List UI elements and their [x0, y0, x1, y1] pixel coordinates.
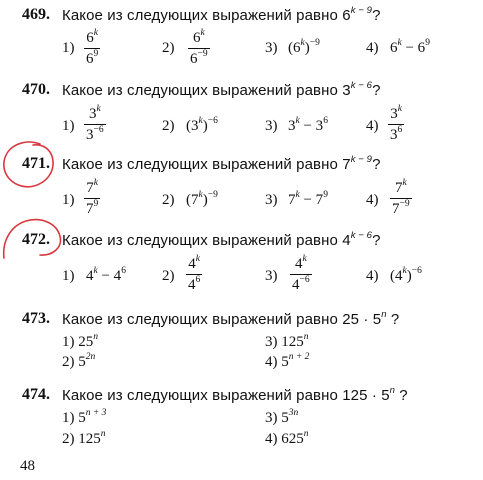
problem-number: 470.: [22, 81, 50, 98]
problem-number: 469.: [22, 6, 50, 23]
question-text: Какое из следующих выражений равно $6^{k - 9}$?: [62, 5, 381, 24]
option-label: 2): [162, 192, 175, 208]
option-item: 2) $5^{2n}$: [62, 352, 96, 370]
option-label: 4): [366, 118, 379, 134]
option-fraction: 4$^k$ $4^{-6}$: [292, 254, 310, 293]
handwritten-circle-mark: [0, 136, 62, 196]
option-label: 1): [62, 40, 75, 56]
option-label: 1): [62, 268, 75, 284]
question-text: Какое из следующих выражений равно $3^{k - 6}$?: [62, 80, 381, 99]
option-item: 3) $5^{3n}$: [265, 408, 299, 426]
option-expression: $(3^k)^{-6}$: [186, 116, 218, 134]
option-fraction: 7$^k$ $7^{-9}$: [392, 178, 410, 217]
option-fraction: 6$^k$ $6^9$: [86, 28, 99, 67]
option-label: 1): [62, 118, 75, 134]
option-item: 2) 125$^n$: [62, 429, 106, 447]
option-fraction: 3$^k$ $3^6$: [390, 104, 403, 143]
problem-number: 471.: [22, 155, 50, 172]
option-expression: $(7^k)^{-9}$: [186, 190, 218, 208]
option-item: 4) $5^{n + 2}$: [265, 352, 310, 370]
option-fraction: 3$^k$ $3^{-6}$: [86, 104, 104, 143]
option-item: 4) 625$^n$: [265, 429, 309, 447]
page-number: 48: [20, 458, 35, 474]
option-label: 4): [366, 268, 379, 284]
problem-number: 474.: [22, 386, 50, 403]
problem-number: 473.: [22, 310, 50, 327]
option-label: 2): [162, 118, 175, 134]
problem-number: 472.: [22, 231, 50, 248]
option-item: 3) 125$^n$: [265, 332, 309, 350]
option-label: 1): [62, 192, 75, 208]
option-item: 1) $5^{n + 3}$: [62, 408, 107, 426]
option-label: 3): [265, 268, 278, 284]
option-expression: $(6^k)^{-9}$: [288, 38, 320, 56]
option-label: 2): [162, 40, 175, 56]
option-label: 4): [366, 192, 379, 208]
option-expression: $3^k - 3^6$: [288, 116, 328, 134]
option-label: 3): [265, 192, 278, 208]
option-item: 1) 25$^n$: [62, 332, 98, 350]
option-expression: $6^k - 6^9$: [390, 38, 430, 56]
question-text: Какое из следующих выражений равно $4^{k - 6}$?: [62, 230, 381, 249]
question-text: Какое из следующих выражений равно $25 \cdot 5^n$ ?: [62, 309, 400, 328]
question-text: Какое из следующих выражений равно $7^{k - 9}$?: [62, 154, 381, 173]
option-label: 2): [162, 268, 175, 284]
option-fraction: 7$^k$ $7^9$: [86, 178, 99, 217]
option-label: 3): [265, 118, 278, 134]
option-fraction: 6$^k$ $6^{-9}$: [190, 28, 208, 67]
option-expression: $7^k - 7^9$: [288, 190, 328, 208]
handwritten-circle-mark: [0, 212, 66, 270]
option-expression: $(4^k)^{-6}$: [390, 266, 422, 284]
option-label: 3): [265, 40, 278, 56]
question-text: Какое из следующих выражений равно $125 \cdot 5^n$ ?: [62, 385, 408, 404]
option-fraction: 4$^k$ $4^6$: [188, 254, 201, 293]
option-label: 4): [366, 40, 379, 56]
option-expression: $4^k - 4^6$: [86, 266, 126, 284]
